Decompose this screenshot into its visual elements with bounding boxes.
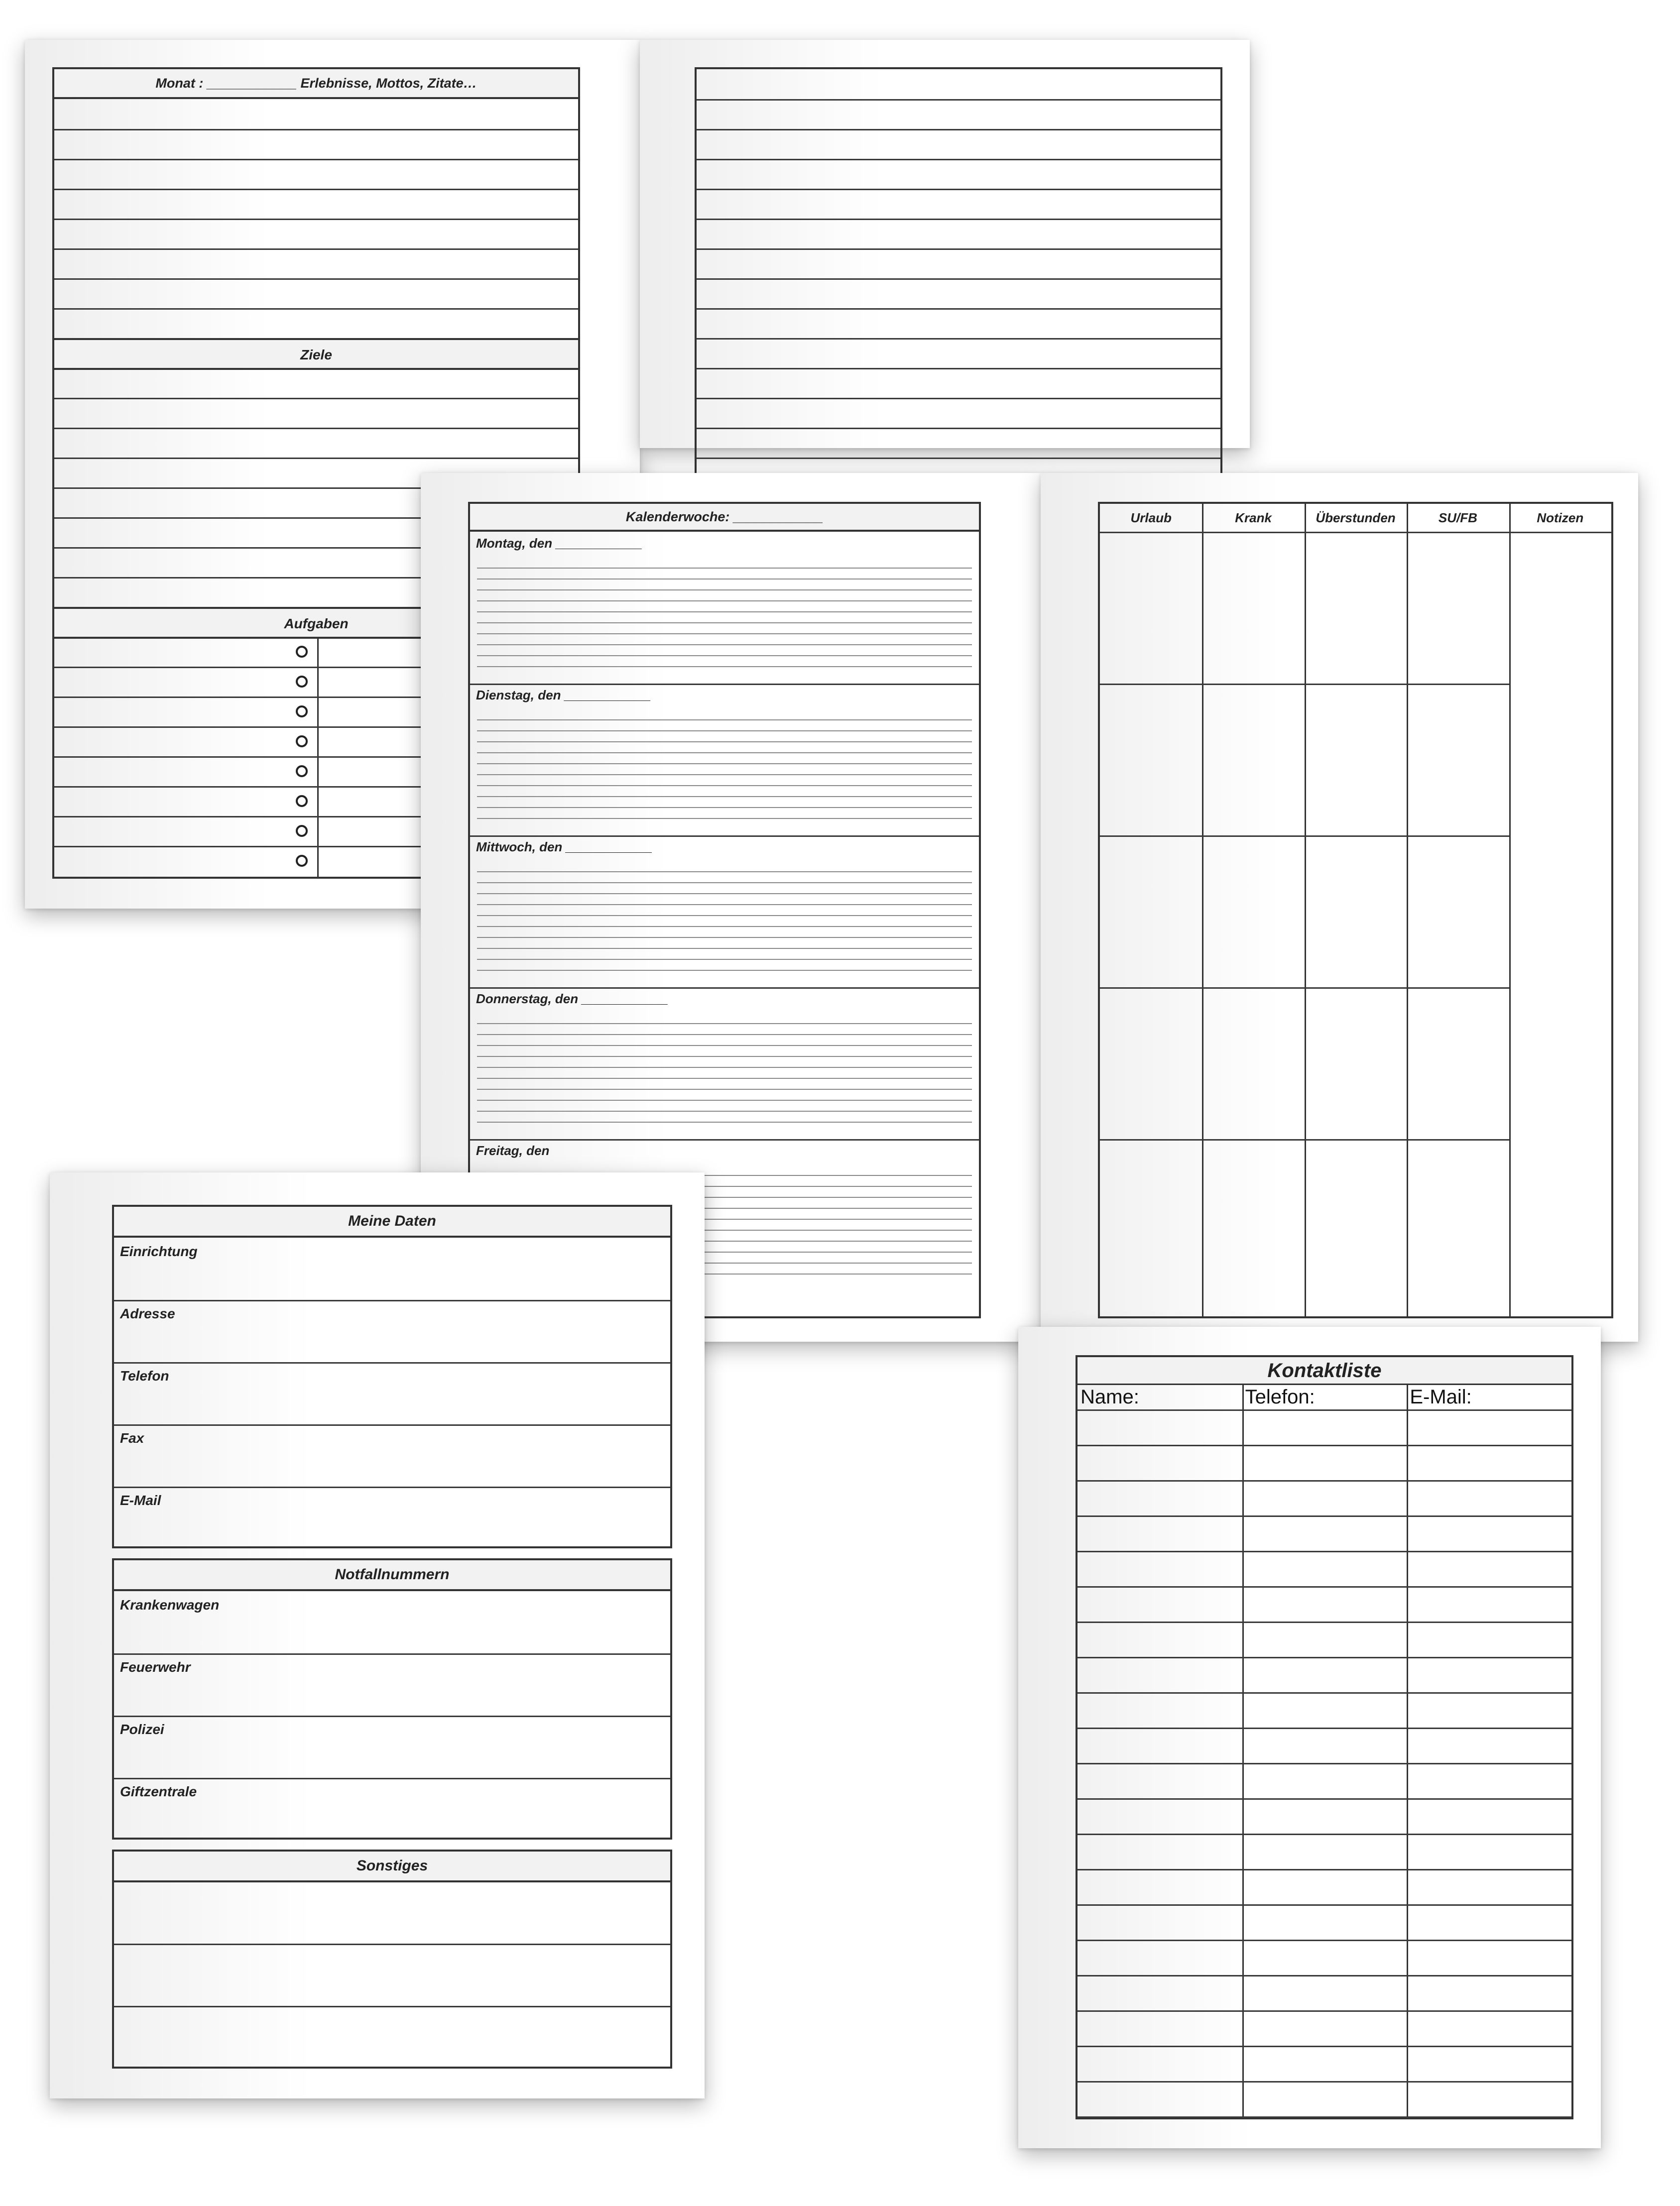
notes-grid — [695, 67, 1222, 495]
day-writing-line — [477, 1023, 972, 1024]
field-line — [114, 1300, 670, 1301]
note-line — [697, 129, 1220, 130]
day-writing-line — [477, 774, 972, 775]
contact-row-line — [1078, 1515, 1571, 1517]
note-line — [697, 338, 1220, 340]
note-line — [697, 219, 1220, 220]
note-line — [697, 159, 1220, 160]
day-writing-line — [477, 818, 972, 819]
contact-row-line — [1078, 1904, 1571, 1906]
day-writing-line — [477, 1089, 972, 1090]
goal-line — [54, 428, 578, 429]
tracker-column-divider — [1407, 504, 1408, 1316]
day-writing-line — [477, 730, 972, 731]
day-label: Dienstag, den ____________ — [476, 688, 651, 702]
contact-row-line — [1078, 1551, 1571, 1552]
day-writing-line — [477, 1056, 972, 1057]
task-checkbox-icon[interactable] — [296, 705, 308, 717]
tracker-column-header: Krank — [1235, 510, 1272, 525]
contact-row-line — [1078, 1657, 1571, 1658]
emergency-box — [112, 1558, 672, 1840]
day-writing-line — [477, 1067, 972, 1068]
other-title: Sonstiges — [114, 1852, 670, 1882]
day-writing-line — [477, 644, 972, 645]
other-box — [112, 1850, 672, 2069]
day-writing-line — [477, 970, 972, 971]
tracker-column-divider — [1305, 504, 1306, 1316]
task-checkbox-icon[interactable] — [296, 765, 308, 777]
emergency-label: Krankenwagen — [120, 1597, 220, 1613]
journal-line — [54, 278, 578, 280]
tracker-row-line — [1100, 987, 1509, 989]
tracker-column-divider — [1202, 504, 1203, 1316]
contact-column-header: Name: — [1080, 1386, 1139, 1408]
field-line — [114, 1487, 670, 1488]
contact-row-line — [1078, 2010, 1571, 2012]
note-line — [697, 398, 1220, 399]
weekly-page-right — [1041, 473, 1638, 1342]
month-header: Monat : ____________ Erlebnisse, Mottos, Zitate… — [54, 69, 578, 99]
contact-row-line — [1078, 1834, 1571, 1835]
tracker-column-divider — [1509, 504, 1511, 1316]
emergency-label: Polizei — [120, 1722, 164, 1737]
field-label: Einrichtung — [120, 1244, 198, 1259]
field-line — [114, 1778, 670, 1779]
day-writing-line — [477, 904, 972, 905]
day-writing-line — [477, 882, 972, 883]
note-line — [697, 189, 1220, 190]
contact-row-line — [1078, 1869, 1571, 1870]
field-label: Fax — [120, 1430, 144, 1446]
day-writing-line — [477, 948, 972, 949]
contact-column-divider — [1242, 1385, 1244, 2117]
journal-line — [54, 248, 578, 250]
task-checkbox-icon[interactable] — [296, 646, 308, 658]
journal-line — [54, 308, 578, 310]
contact-column-divider — [1407, 1385, 1408, 2117]
day-label: Donnerstag, den ____________ — [476, 991, 668, 1006]
day-writing-line — [477, 959, 972, 960]
monthly-page-right — [640, 40, 1250, 448]
personal-data-title: Meine Daten — [114, 1207, 670, 1238]
day-writing-line — [477, 666, 972, 667]
goal-line — [54, 398, 578, 399]
emergency-title: Notfallnummern — [114, 1560, 670, 1591]
emergency-label: Feuerwehr — [120, 1659, 191, 1675]
day-writing-line — [477, 589, 972, 590]
tracker-column-header: Überstunden — [1316, 510, 1396, 525]
day-writing-line — [477, 719, 972, 720]
contact-row-line — [1078, 1975, 1571, 1976]
personal-data-page — [50, 1172, 705, 2098]
day-writing-line — [477, 1100, 972, 1101]
field-line — [114, 1716, 670, 1717]
note-line — [697, 99, 1220, 101]
day-writing-line — [477, 568, 972, 569]
day-divider — [470, 835, 979, 837]
day-writing-line — [477, 915, 972, 916]
day-writing-line — [477, 1045, 972, 1046]
day-writing-line — [477, 807, 972, 808]
field-line — [114, 1424, 670, 1426]
day-writing-line — [477, 1034, 972, 1035]
tracker-row-line — [1100, 1139, 1509, 1141]
contact-row-line — [1078, 1586, 1571, 1588]
day-writing-line — [477, 763, 972, 764]
week-header: Kalenderwoche: ____________ — [470, 504, 979, 532]
journal-line — [54, 219, 578, 220]
tracker-row-line — [1100, 835, 1509, 837]
day-writing-line — [477, 871, 972, 872]
contact-row-line — [1078, 2046, 1571, 2047]
tracker-row-line — [1100, 684, 1509, 685]
day-writing-line — [477, 655, 972, 656]
tracker-header-line — [1100, 532, 1611, 533]
contact-row-line — [1078, 1622, 1571, 1623]
contact-title: Kontaktliste — [1078, 1357, 1571, 1385]
contact-row-line — [1078, 2116, 1571, 2118]
note-line — [697, 458, 1220, 459]
emergency-label: Giftzentrale — [120, 1784, 197, 1799]
contact-row-line — [1078, 1445, 1571, 1446]
task-checkbox-icon[interactable] — [296, 795, 308, 807]
contact-header-line — [1078, 1409, 1571, 1411]
day-label: Montag, den ____________ — [476, 536, 642, 551]
contact-row-line — [1078, 1798, 1571, 1800]
contact-row-line — [1078, 1692, 1571, 1694]
contact-table — [1076, 1355, 1573, 2119]
tracker-column-header: Notizen — [1537, 510, 1584, 525]
journal-line — [54, 189, 578, 190]
contact-row-line — [1078, 1763, 1571, 1764]
day-writing-line — [477, 741, 972, 742]
journal-line — [54, 129, 578, 130]
note-line — [697, 248, 1220, 250]
field-label: Adresse — [120, 1306, 175, 1321]
note-line — [697, 428, 1220, 429]
day-writing-line — [477, 937, 972, 938]
day-writing-line — [477, 926, 972, 927]
field-line — [114, 1653, 670, 1655]
day-label: Mittwoch, den ____________ — [476, 839, 653, 854]
note-line — [697, 308, 1220, 310]
contact-list-page — [1018, 1327, 1601, 2148]
contact-column-header: E-Mail: — [1410, 1386, 1472, 1408]
field-line — [114, 1362, 670, 1364]
day-writing-line — [477, 600, 972, 601]
note-line — [697, 278, 1220, 280]
tracker-column-header: SU/FB — [1438, 510, 1477, 525]
field-label: E-Mail — [120, 1493, 161, 1508]
day-divider — [470, 987, 979, 989]
day-writing-line — [477, 752, 972, 753]
contact-row-line — [1078, 1728, 1571, 1729]
contact-row-line — [1078, 2081, 1571, 2083]
day-divider — [470, 684, 979, 685]
day-writing-line — [477, 622, 972, 623]
personal-data-box — [112, 1205, 672, 1548]
day-label: Freitag, den — [476, 1143, 550, 1158]
task-checkbox-icon[interactable] — [296, 735, 308, 747]
day-writing-line — [477, 611, 972, 612]
day-writing-line — [477, 633, 972, 634]
day-writing-line — [477, 579, 972, 580]
contact-row-line — [1078, 1940, 1571, 1941]
day-writing-line — [477, 785, 972, 786]
tasks-header: Aufgaben — [54, 607, 578, 639]
tracker-grid — [1098, 502, 1613, 1318]
field-label: Telefon — [120, 1368, 169, 1384]
goal-line — [54, 458, 578, 459]
contact-row-line — [1078, 1480, 1571, 1482]
tracker-column-header: Urlaub — [1130, 510, 1172, 525]
day-writing-line — [477, 796, 972, 797]
task-checkbox-icon[interactable] — [296, 825, 308, 837]
day-writing-line — [477, 1122, 972, 1123]
task-checkbox-icon[interactable] — [296, 676, 308, 688]
other-row-line — [114, 2006, 670, 2007]
task-checkbox-icon[interactable] — [296, 855, 308, 867]
day-writing-line — [477, 1111, 972, 1112]
goals-header: Ziele — [54, 338, 578, 370]
contact-column-header: Telefon: — [1245, 1386, 1315, 1408]
day-divider — [470, 1139, 979, 1141]
day-writing-line — [477, 893, 972, 894]
journal-line — [54, 159, 578, 160]
note-line — [697, 368, 1220, 369]
day-writing-line — [477, 1078, 972, 1079]
other-row-line — [114, 1944, 670, 1945]
